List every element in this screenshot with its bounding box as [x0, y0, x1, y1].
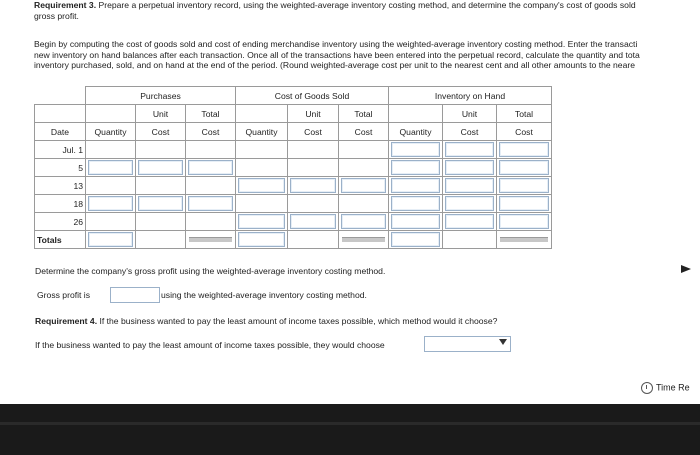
cogs-quantity-input[interactable]: [238, 178, 285, 193]
purchase-total-cost-input[interactable]: [188, 196, 233, 211]
header-cost: Cost: [136, 123, 186, 141]
header-blank: [389, 105, 443, 123]
requirement-4-question: If the business wanted to pay the least amount of income taxes possible, which method would it choose?: [97, 316, 498, 326]
onhand-unit-cost-input[interactable]: [445, 214, 494, 229]
total-purchase-quantity-input[interactable]: [88, 232, 133, 247]
clock-icon: [641, 382, 653, 394]
header-unit: Unit: [443, 105, 497, 123]
table-row: [35, 177, 552, 195]
bottom-bar-stripe: [0, 422, 700, 425]
perpetual-inventory-table: [34, 86, 552, 249]
onhand-total-cost-input[interactable]: [499, 196, 549, 211]
header-quantity: Quantity: [389, 123, 443, 141]
requirement-3-label: Requirement 3.: [34, 0, 97, 10]
header-unit: Unit: [288, 105, 339, 123]
table-row: [35, 141, 552, 159]
onhand-quantity-input[interactable]: [391, 214, 440, 229]
purchase-unit-cost-input[interactable]: [138, 160, 183, 175]
onhand-quantity-input[interactable]: [391, 160, 440, 175]
purchase-unit-cost-input[interactable]: [138, 196, 183, 211]
total-cogs-cost-input[interactable]: [342, 237, 385, 242]
table-row: [35, 195, 552, 213]
header-cost: Cost: [186, 123, 236, 141]
onhand-quantity-input[interactable]: [391, 196, 440, 211]
time-remaining[interactable]: [641, 382, 690, 394]
chevron-down-icon: [499, 339, 507, 345]
header-blank: [236, 105, 288, 123]
header-cogs: Cost of Goods Sold: [236, 87, 389, 105]
cogs-unit-cost-input[interactable]: [290, 178, 336, 193]
cogs-quantity-input[interactable]: [238, 214, 285, 229]
header-purchases: Purchases: [86, 87, 236, 105]
onhand-total-cost-input[interactable]: [499, 142, 549, 157]
date-cell: Jul. 1: [35, 141, 86, 159]
header-cost: Cost: [443, 123, 497, 141]
onhand-quantity-input[interactable]: [391, 142, 440, 157]
onhand-total-cost-input[interactable]: [499, 178, 549, 193]
gross-profit-label: Gross profit is: [37, 290, 91, 300]
onhand-unit-cost-input[interactable]: [445, 160, 494, 175]
totals-row: [35, 231, 552, 249]
requirement-4-label: Requirement 4.: [35, 316, 98, 326]
header-total: Total: [497, 105, 552, 123]
requirement-3-text-2: gross profit.: [34, 11, 79, 21]
header-date: Date: [35, 123, 86, 141]
header-blank: [86, 105, 136, 123]
total-purchase-cost-input[interactable]: [189, 237, 232, 242]
instructions-line-3: inventory purchased, sold, and on hand at the end of the period. (Round weighted-average cost per unit to the nearest cent and all other amounts to the neare: [34, 60, 636, 70]
purchase-quantity-input[interactable]: [88, 196, 133, 211]
onhand-total-cost-input[interactable]: [499, 214, 549, 229]
header-blank: [35, 105, 86, 123]
header-blank: [35, 87, 86, 105]
onhand-unit-cost-input[interactable]: [445, 196, 494, 211]
gross-profit-suffix: using the weighted-average inventory costing method.: [161, 290, 367, 300]
onhand-total-cost-input[interactable]: [499, 160, 549, 175]
header-unit: Unit: [136, 105, 186, 123]
header-quantity: Quantity: [86, 123, 136, 141]
method-select[interactable]: [424, 336, 511, 352]
header-inventory-on-hand: Inventory on Hand: [389, 87, 552, 105]
requirement-3-heading: [34, 0, 700, 22]
header-total: Total: [186, 105, 236, 123]
table-row: [35, 213, 552, 231]
instructions-line-1: Begin by computing the cost of goods sold and cost of ending merchandise inventory using the weighted-average inventory costing method. Enter the transacti: [34, 39, 638, 49]
cogs-unit-cost-input[interactable]: [290, 214, 336, 229]
header-cost: Cost: [288, 123, 339, 141]
cogs-total-cost-input[interactable]: [341, 214, 386, 229]
onhand-unit-cost-input[interactable]: [445, 142, 494, 157]
date-cell: 5: [35, 159, 86, 177]
instructions-line-2: new inventory on hand balances after each transaction. Once all of the transactions have been entered into the perpetual record, calculate the quantity and tota: [34, 49, 640, 60]
gross-profit-input[interactable]: [110, 287, 160, 303]
purchase-total-cost-input[interactable]: [188, 160, 233, 175]
requirement-4-heading: [35, 316, 497, 326]
onhand-unit-cost-input[interactable]: [445, 178, 494, 193]
cogs-total-cost-input[interactable]: [341, 178, 386, 193]
totals-label: Totals: [35, 231, 86, 249]
header-total: Total: [339, 105, 389, 123]
header-quantity: Quantity: [236, 123, 288, 141]
date-cell: 13: [35, 177, 86, 195]
total-cogs-quantity-input[interactable]: [238, 232, 285, 247]
total-onhand-cost-input[interactable]: [500, 237, 548, 242]
requirement-3-text: Prepare a perpetual inventory record, using the weighted-average inventory costing method, and determine the company's cost of goods sold: [96, 0, 636, 10]
header-cost: Cost: [497, 123, 552, 141]
total-onhand-quantity-input[interactable]: [391, 232, 440, 247]
bottom-bar: [0, 404, 700, 455]
onhand-quantity-input[interactable]: [391, 178, 440, 193]
gross-profit-prompt: Determine the company's gross profit using the weighted-average inventory costing method.: [35, 266, 386, 276]
purchase-quantity-input[interactable]: [88, 160, 133, 175]
header-cost: Cost: [339, 123, 389, 141]
table-row: [35, 159, 552, 177]
requirement-4-answer-prompt: If the business wanted to pay the least amount of income taxes possible, they would choose: [35, 340, 385, 350]
date-cell: 18: [35, 195, 86, 213]
instructions: [34, 39, 700, 71]
time-remaining-label: Time Re: [656, 382, 690, 393]
mouse-cursor-icon: [681, 265, 691, 273]
date-cell: 26: [35, 213, 86, 231]
